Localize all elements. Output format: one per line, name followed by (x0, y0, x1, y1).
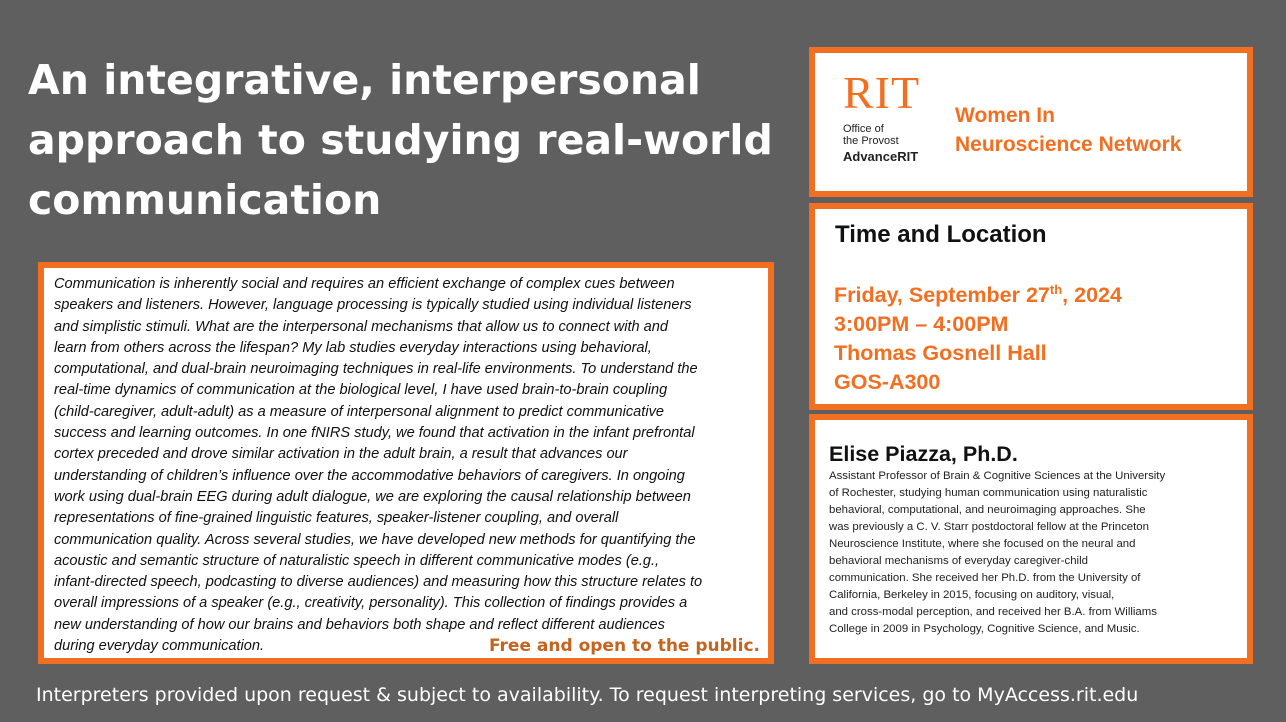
bio-line: College in 2009 in Psychology, Cognitive Science, and Music. (829, 623, 1140, 635)
date-prefix: Friday, September 27 (834, 283, 1050, 308)
bio-line: behavioral mechanisms of everyday caregiver-child (829, 555, 1088, 567)
abstract-line: (child-caregiver, adult-adult) as a measure of interpersonal alignment to predict communicative (54, 403, 664, 420)
bio-line: and cross-modal perception, and received her B.A. from Williams (829, 606, 1157, 618)
abstract-line: communication quality. Across several studies, we have developed new methods for quantifying the (54, 531, 696, 548)
bio-line: Assistant Professor of Brain & Cognitive Sciences at the University (829, 470, 1166, 482)
abstract-line: Communication is inherently social and requires an efficient exchange of complex cues between (54, 276, 675, 292)
time-location-heading: Time and Location (835, 221, 1047, 248)
abstract-line: computational, and dual-brain neuroimaging techniques in real-life environments. To understand the (54, 361, 698, 378)
network-line: Neuroscience Network (955, 133, 1182, 156)
event-building: Thomas Gosnell Hall (834, 341, 1047, 366)
advance-rit-label: AdvanceRIT (843, 149, 919, 164)
interpreter-footer: Interpreters provided upon request & subject to availability. To request interpreting services, go to MyAccess.rit.edu (36, 684, 1139, 706)
network-name (955, 101, 1181, 159)
abstract-line: understanding of children’s influence over the accommodative behaviors of caregivers. In ongoing (54, 467, 685, 484)
abstract-line: success and learning outcomes. In one fNIRS study, we found that activation in the infant prefrontal (54, 425, 695, 442)
title-line: approach to studying real-world (28, 116, 773, 164)
bio-line: communication. She received her Ph.D. from the University of (829, 572, 1141, 584)
event-room: GOS-A300 (834, 370, 941, 395)
speaker-name: Elise Piazza, Ph.D. (829, 442, 1018, 466)
abstract-line: speakers and listeners. However, language processing is typically studied using individual listeners (54, 297, 692, 314)
abstract-line: acoustic and semantic structure of naturalistic speech in different communicative modes (e.g., (54, 552, 660, 569)
title-line: communication (28, 176, 382, 224)
free-admission-note: Free and open to the public. (489, 636, 760, 656)
bio-line: of Rochester, studying human communication using naturalistic (829, 487, 1148, 499)
rit-wordmark: RIT (843, 67, 921, 118)
office-line: Office of (843, 123, 884, 135)
event-title (28, 50, 788, 230)
abstract-line: real-time dynamics of communication at the biological level, I have used brain-to-brain coupling (54, 382, 668, 399)
bio-line: California, Berkeley in 2015, focusing on auditory, visual, (829, 589, 1115, 601)
bio-line: was previously a C. V. Starr postdoctoral fellow at the Princeton (829, 521, 1149, 533)
abstract-line: learn from others across the lifespan? My lab studies everyday interactions using behavioral, (54, 339, 652, 356)
abstract-line: new understanding of how our brains and behaviors both shape and reflect different audiences (54, 616, 665, 633)
speaker-box (809, 414, 1253, 664)
abstract-line: representations of fine-grained linguistic features, speaker-listener coupling, and overall (54, 510, 619, 527)
bio-line: behavioral, computational, and neuroimaging approaches. She (829, 504, 1146, 516)
abstract-box (38, 262, 774, 664)
abstract-line: overall impressions of a speaker (e.g., creativity, personality). This collection of findings provides a (54, 595, 688, 612)
event-time: 3:00PM – 4:00PM (834, 312, 1009, 337)
abstract-line: and simplistic stimuli. What are the interpersonal mechanisms that allow us to connect with and (54, 318, 669, 335)
speaker-bio (829, 468, 1239, 638)
network-line: Women In (955, 104, 1055, 127)
bio-line: Neuroscience Institute, where she focused on the neural and (829, 538, 1136, 550)
abstract-line: cortex preceded and drove similar activation in the adult brain, a result that advances our (54, 446, 628, 463)
date-suffix-sup: th (1049, 282, 1063, 297)
rit-logo (843, 67, 943, 164)
time-location-details (834, 275, 1122, 397)
abstract-line: during everyday communication. (54, 638, 265, 655)
date-year: , 2024 (1062, 283, 1122, 308)
abstract-line: work using dual-brain EEG during adult dialogue, we are exploring the causal relationship between (54, 488, 691, 505)
office-line: the Provost (843, 135, 899, 147)
event-date (834, 275, 1122, 310)
sponsor-box (809, 47, 1253, 197)
abstract-text (54, 274, 760, 657)
time-location-box (809, 203, 1253, 410)
abstract-line: infant-directed speech, podcasting to diverse audiences) and measuring how this structure relates to (54, 574, 703, 591)
title-line: An integrative, interpersonal (28, 56, 701, 104)
office-of-provost (843, 123, 943, 147)
